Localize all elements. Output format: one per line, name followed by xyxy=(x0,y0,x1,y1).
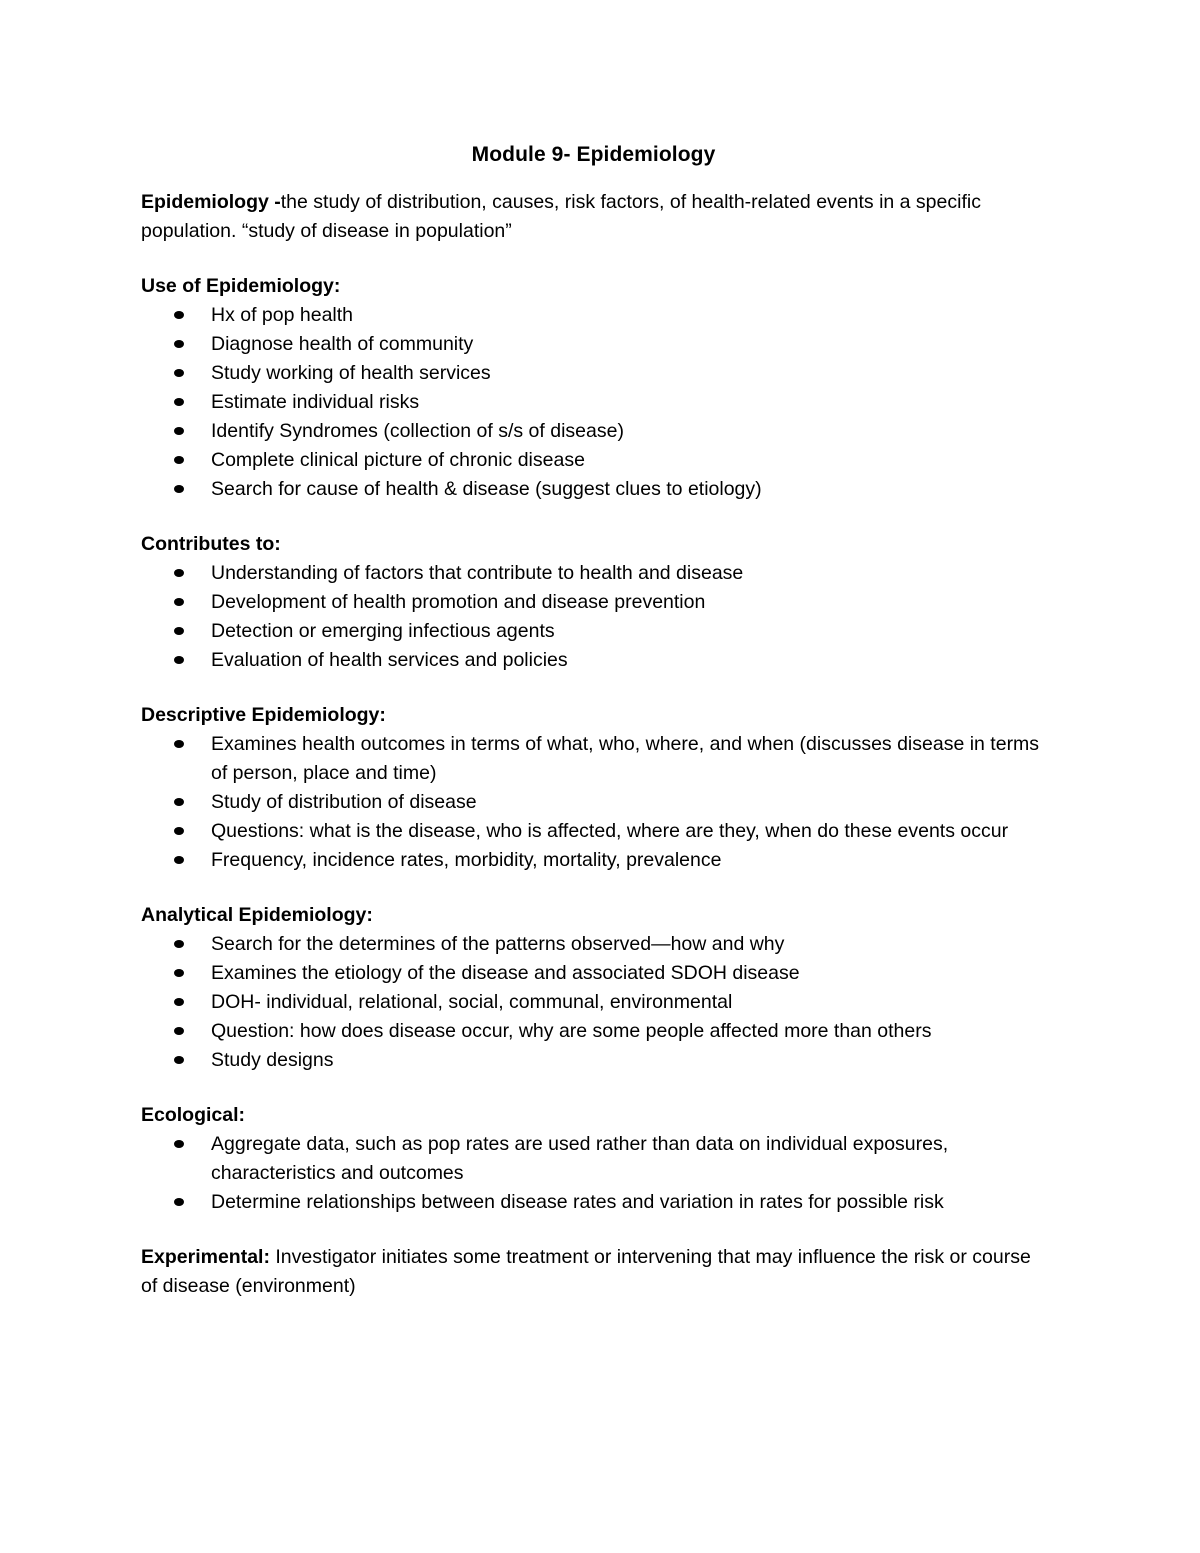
list-item: Question: how does disease occur, why are some people affected more than others xyxy=(141,1017,1046,1046)
definition-term: Epidemiology - xyxy=(141,191,281,213)
list-item: Complete clinical picture of chronic disease xyxy=(141,446,1046,475)
section-heading: Ecological: xyxy=(141,1104,246,1126)
section-heading: Descriptive Epidemiology: xyxy=(141,704,386,726)
bullet-icon xyxy=(174,598,184,606)
bullet-icon xyxy=(174,1140,184,1148)
bullet-icon xyxy=(174,1056,184,1064)
bullet-icon xyxy=(174,656,184,664)
list-item: Search for the determines of the patterns observed—how and why xyxy=(141,930,1046,959)
page-title: Module 9- Epidemiology xyxy=(471,143,716,166)
bullet-list xyxy=(141,301,1046,504)
bullet-icon xyxy=(174,569,184,577)
bullet-icon xyxy=(174,798,184,806)
list-item: Hx of pop health xyxy=(141,301,1046,330)
list-item: Understanding of factors that contribute to health and disease xyxy=(141,559,1046,588)
bullet-icon xyxy=(174,398,184,406)
experimental-term: Experimental: xyxy=(141,1246,270,1268)
bullet-icon xyxy=(174,827,184,835)
bullet-list xyxy=(141,559,1046,675)
list-item: Aggregate data, such as pop rates are used rather than data on individual exposures, characteristics and outcomes xyxy=(141,1130,1046,1188)
list-item: Identify Syndromes (collection of s/s of disease) xyxy=(141,417,1046,446)
section-analytical-epidemiology xyxy=(141,901,1046,1075)
experimental-paragraph xyxy=(141,1243,1046,1301)
section-use-of-epidemiology xyxy=(141,272,1046,504)
bullet-icon xyxy=(174,856,184,864)
list-item: Study of distribution of disease xyxy=(141,788,1046,817)
section-heading: Contributes to: xyxy=(141,533,281,555)
list-item: Diagnose health of community xyxy=(141,330,1046,359)
experimental-text: Investigator initiates some treatment or intervening that may influence the risk or course of disease (environment) xyxy=(141,1246,1031,1297)
list-item: Determine relationships between disease rates and variation in rates for possible risk xyxy=(141,1188,1046,1217)
section-heading: Analytical Epidemiology: xyxy=(141,904,373,926)
bullet-icon xyxy=(174,369,184,377)
list-item: Evaluation of health services and policies xyxy=(141,646,1046,675)
section-contributes-to xyxy=(141,530,1046,675)
section-experimental xyxy=(141,1243,1046,1301)
bullet-list xyxy=(141,930,1046,1075)
bullet-icon xyxy=(174,456,184,464)
list-item: Search for cause of health & disease (suggest clues to etiology) xyxy=(141,475,1046,504)
definition-paragraph xyxy=(141,188,1046,246)
list-item: DOH- individual, relational, social, communal, environmental xyxy=(141,988,1046,1017)
bullet-icon xyxy=(174,427,184,435)
bullet-icon xyxy=(174,1198,184,1206)
bullet-icon xyxy=(174,311,184,319)
bullet-icon xyxy=(174,1027,184,1035)
section-heading: Use of Epidemiology: xyxy=(141,275,341,297)
bullet-icon xyxy=(174,998,184,1006)
bullet-icon xyxy=(174,969,184,977)
list-item: Examines health outcomes in terms of what, who, where, and when (discusses disease in terms of person, place and time) xyxy=(141,730,1046,788)
section-ecological xyxy=(141,1101,1046,1217)
list-item: Study working of health services xyxy=(141,359,1046,388)
document-page xyxy=(141,140,1046,1301)
bullet-list xyxy=(141,730,1046,875)
list-item: Questions: what is the disease, who is affected, where are they, when do these events occur xyxy=(141,817,1046,846)
list-item: Study designs xyxy=(141,1046,1046,1075)
section-descriptive-epidemiology xyxy=(141,701,1046,875)
bullet-icon xyxy=(174,940,184,948)
list-item: Detection or emerging infectious agents xyxy=(141,617,1046,646)
bullet-icon xyxy=(174,627,184,635)
bullet-icon xyxy=(174,740,184,748)
list-item: Estimate individual risks xyxy=(141,388,1046,417)
list-item: Development of health promotion and disease prevention xyxy=(141,588,1046,617)
definition-text: the study of distribution, causes, risk factors, of health-related events in a specific population. “study of disease in population” xyxy=(141,191,981,242)
list-item: Frequency, incidence rates, morbidity, mortality, prevalence xyxy=(141,846,1046,875)
bullet-list xyxy=(141,1130,1046,1217)
list-item: Examines the etiology of the disease and associated SDOH disease xyxy=(141,959,1046,988)
bullet-icon xyxy=(174,340,184,348)
bullet-icon xyxy=(174,485,184,493)
